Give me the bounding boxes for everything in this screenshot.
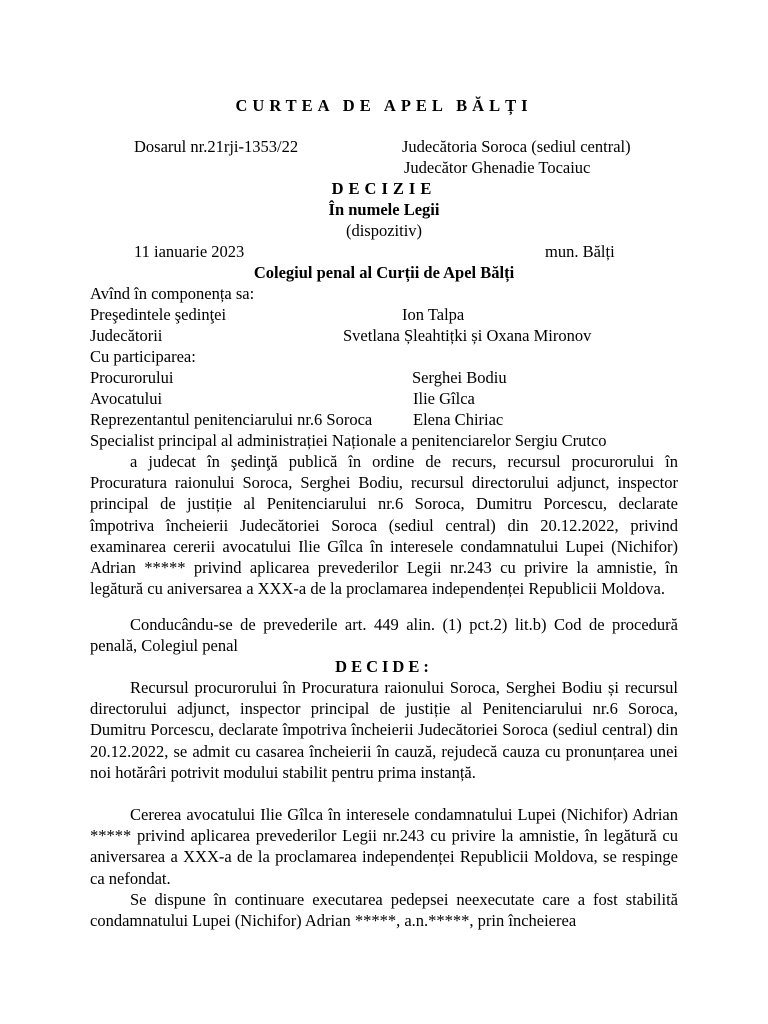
decision-place: mun. Bălți: [545, 242, 615, 261]
judges-names: Svetlana Șleahtițki și Oxana Mironov: [343, 326, 592, 345]
panel-title: Colegiul penal al Curții de Apel Bălți: [253, 263, 515, 282]
decides-heading: DECIDE:: [335, 657, 433, 676]
prosecutor-role: Procurorului: [90, 368, 174, 387]
in-the-name-of-law: În numele Legii: [328, 200, 440, 219]
judges-role: Judecătorii: [90, 326, 163, 345]
prosecutor-name: Serghei Bodiu: [412, 368, 507, 387]
president-name: Ion Talpa: [402, 305, 465, 324]
lawyer-role: Avocatului: [90, 389, 163, 408]
lawyer-name: Ilie Gîlca: [413, 389, 475, 408]
first-instance-court: Judecătoria Soroca (sediul central): [402, 137, 631, 156]
legal-basis-paragraph: Conducându-se de prevederile art. 449 alin. (1) pct.2) lit.b) Cod de procedură penală, Colegiul penal: [90, 615, 678, 656]
execution-paragraph: Se dispune în continuare executarea pedepsei neexecutate care a fost stabilită condamnatului Lupei (Nichifor) Adrian *****, a.n.*****, prin încheierea: [90, 890, 678, 931]
first-instance-judge: Judecător Ghenadie Tocaiuc: [404, 158, 591, 177]
request-rejected-paragraph: Cererea avocatului Ilie Gîlca în interesele condamnatului Lupei (Nichifor) Adrian ***** privind aplicarea prevederilor Legii nr.243 cu privire la amnistie, în legătură cu aniversarea a XXX-a de la proclamarea independenței Republicii Moldova, se respinge ca nefondat.: [90, 805, 678, 888]
case-number: Dosarul nr.21rji-1353/22: [134, 137, 299, 156]
penitentiary-rep-role: Reprezentantul penitenciarului nr.6 Soroca: [90, 410, 373, 429]
judgment-paragraph: a judecat în şedinţă publică în ordine de recurs, recursul procurorului în Procuratura raionului Soroca, Serghei Bodiu, recursul directorului adjunct, inspector principal de justiție al Penitenciarului nr.6 Soroca, Dumitru Porcescu, declarate împotriva încheierii Judecătoriei Soroca (sediul central) din 20.12.2022, privind examinarea cererii avocatului Ilie Gîlca în interesele condamnatului Lupei (Nichifor) Adrian ***** privind aplicarea prevederilor Legii nr.243 cu privire la amnistie, în legătură cu aniversarea a XXX-a de la proclamarea independenței Republicii Moldova.: [90, 452, 678, 599]
appeal-admitted-paragraph: Recursul procurorului în Procuratura raionului Soroca, Serghei Bodiu și recursul directorului adjunct, inspector principal de justiție al Penitenciarului nr.6 Soroca, Dumitru Porcescu, declarate împotriva încheierii Judecătoriei Soroca (sediul central) din 20.12.2022, se admit cu casarea încheierii în cauză, rejudecă cauza cu pronunțarea unei noi hotărâri potrivit modului stabilit pentru prima instanță.: [90, 678, 678, 782]
court-title: CURTEA DE APEL BĂLȚI: [235, 96, 533, 115]
specialist-line: Specialist principal al administrației Naționale a penitenciarelor Sergiu Crutco: [90, 431, 607, 450]
decision-date: 11 ianuarie 2023: [134, 242, 245, 261]
participation-label: Cu participarea:: [90, 347, 196, 366]
composition-label: Avînd în componența sa:: [90, 284, 255, 303]
dispozitiv-note: (dispozitiv): [345, 221, 423, 240]
decision-heading: DECIZIE: [331, 179, 437, 198]
president-role: Preşedintele şedinţei: [90, 305, 227, 324]
penitentiary-rep-name: Elena Chiriac: [413, 410, 504, 429]
